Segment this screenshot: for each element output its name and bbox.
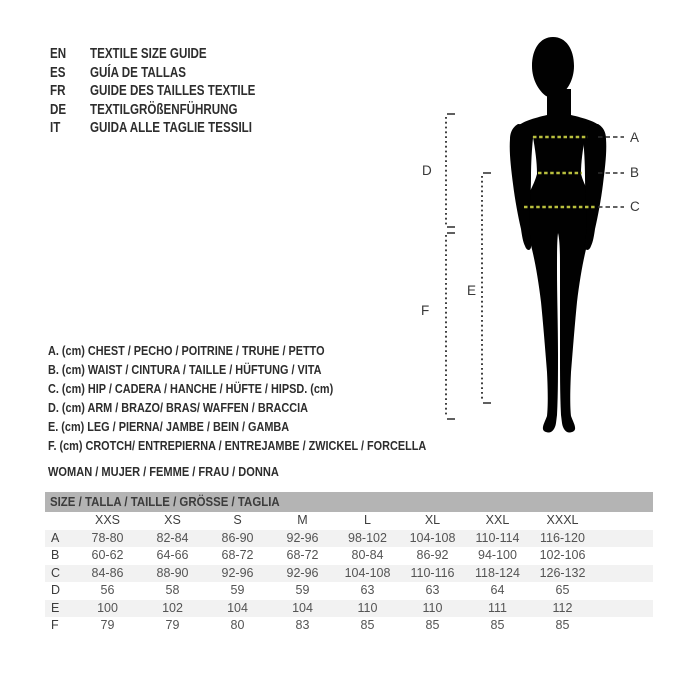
filler-cell xyxy=(595,600,653,618)
filler-cell xyxy=(595,582,653,600)
row-label: B xyxy=(51,548,60,562)
woman-silhouette xyxy=(510,37,607,433)
size-cell: 60-62 xyxy=(91,548,124,562)
row-label: C xyxy=(51,565,61,580)
filler-cell xyxy=(595,547,653,565)
silhouette-head xyxy=(532,37,574,98)
size-cell: 92-96 xyxy=(286,565,319,580)
table-row xyxy=(45,547,653,565)
size-cell: 94-100 xyxy=(478,548,517,562)
size-cell: 84-86 xyxy=(91,565,124,580)
gender-title: WOMAN / MUJER / FEMME / FRAU / DONNA xyxy=(48,464,279,479)
size-cell: 92-96 xyxy=(221,565,254,580)
size-cell: 86-92 xyxy=(416,548,449,562)
row-label: E xyxy=(51,600,60,615)
col-header: XXXL xyxy=(546,513,579,527)
size-cell: 68-72 xyxy=(286,548,319,562)
size-cell: 104 xyxy=(227,600,248,615)
guide-title: TEXTILGRÖßENFÜHRUNG xyxy=(90,101,238,118)
measure-label-B: B xyxy=(630,165,640,180)
guide-title: TEXTILE SIZE GUIDE xyxy=(90,46,207,62)
table-row xyxy=(45,565,653,583)
language-row xyxy=(50,82,255,101)
silhouette-left-arm xyxy=(510,124,533,250)
size-cell: 63 xyxy=(425,583,440,597)
language-code: FR xyxy=(50,83,66,99)
size-cell: 110-116 xyxy=(410,565,455,580)
row-label: F xyxy=(51,618,59,632)
size-cell: 68-72 xyxy=(221,548,254,562)
size-cell: 100 xyxy=(97,600,118,615)
size-cell: 83 xyxy=(295,618,310,632)
col-header: L xyxy=(364,513,371,527)
size-cell: 79 xyxy=(165,618,180,632)
size-cell: 78-80 xyxy=(91,530,124,545)
table-row xyxy=(45,582,653,600)
filler-cell xyxy=(595,617,653,635)
size-header-label: SIZE / TALLA / TAILLE / GRÖSSE / TAGLIA xyxy=(50,494,280,509)
size-cell: 112 xyxy=(552,600,573,615)
filler-cell xyxy=(595,512,653,530)
size-cell: 86-90 xyxy=(221,530,254,545)
size-cell: 85 xyxy=(425,618,440,632)
size-cell: 85 xyxy=(490,618,505,632)
size-table xyxy=(45,492,653,635)
size-cell: 110 xyxy=(422,600,443,615)
measure-label-F: F xyxy=(421,303,430,318)
col-header: XXL xyxy=(485,513,510,527)
size-cell: 104-108 xyxy=(409,530,456,545)
language-code: DE xyxy=(50,101,67,118)
size-cell: 56 xyxy=(100,583,115,597)
size-cell: 110-114 xyxy=(475,530,520,545)
size-cell: 65 xyxy=(555,583,570,597)
measure-label-E: E xyxy=(467,283,477,298)
size-cell: 116-120 xyxy=(540,530,585,545)
size-cell: 82-84 xyxy=(156,530,189,545)
col-header: M xyxy=(297,513,308,527)
col-header: XL xyxy=(424,513,441,527)
size-cell: 58 xyxy=(165,583,180,597)
size-cell: 59 xyxy=(230,583,245,597)
guide-title: GUIDA ALLE TAGLIE TESSILI xyxy=(90,120,252,136)
guide-title: GUIDE DES TAILLES TEXTILE xyxy=(90,83,256,99)
legend-arm: D. (cm) ARM / BRAZO/ BRAS/ WAFFEN / BRACCIA xyxy=(48,401,308,415)
guide-title: GUÍA DE TALLAS xyxy=(90,64,187,81)
size-cell: 88-90 xyxy=(156,565,189,580)
table-row xyxy=(45,530,653,548)
size-cell: 102 xyxy=(162,600,183,615)
filler-cell xyxy=(595,530,653,548)
language-code: EN xyxy=(50,46,67,62)
size-cell: 80-84 xyxy=(351,548,384,562)
size-cell: 63 xyxy=(360,583,375,597)
language-row xyxy=(50,101,255,120)
language-row xyxy=(50,45,255,64)
language-row xyxy=(50,119,255,138)
size-cell: 79 xyxy=(100,618,115,632)
language-code: IT xyxy=(50,120,61,136)
size-cell: 80 xyxy=(230,618,245,632)
size-cell: 118-124 xyxy=(475,565,520,580)
filler-cell xyxy=(595,565,653,583)
col-header: XS xyxy=(164,513,181,527)
table-row xyxy=(45,617,653,635)
table-row xyxy=(45,600,653,618)
size-cell: 59 xyxy=(295,583,310,597)
legend-hip: C. (cm) HIP / CADERA / HANCHE / HÜFTE / HIPSD. (cm) xyxy=(48,382,334,396)
legend-chest: A. (cm) CHEST / PECHO / POITRINE / TRUHE / PETTO xyxy=(48,344,325,358)
size-values-table xyxy=(45,512,653,635)
col-header: XXS xyxy=(94,513,120,527)
empty-cell xyxy=(45,512,75,530)
language-code: ES xyxy=(50,64,66,81)
measure-label-A: A xyxy=(630,130,640,145)
size-cell: 92-96 xyxy=(286,530,319,545)
size-cell: 104 xyxy=(292,600,313,615)
size-columns-row xyxy=(45,512,653,530)
legend-crotch: F. (cm) CROTCH/ ENTREPIERNA / ENTREJAMBE / ZWICKEL / FORCELLA xyxy=(48,439,427,453)
row-label: D xyxy=(51,583,61,597)
measure-label-D: D xyxy=(422,163,432,178)
legend-waist: B. (cm) WAIST / CINTURA / TAILLE / HÜFTUNG / VITA xyxy=(48,363,322,377)
silhouette-right-arm xyxy=(583,124,606,250)
size-cell: 102-106 xyxy=(539,548,586,562)
language-title-list xyxy=(50,45,307,138)
measure-label-C: C xyxy=(630,199,640,214)
size-cell: 98-102 xyxy=(348,530,387,545)
measurement-legend xyxy=(48,342,483,456)
legend-leg: E. (cm) LEG / PIERNA/ JAMBE / BEIN / GAMBA xyxy=(48,420,290,434)
size-cell: 85 xyxy=(360,618,375,632)
language-row xyxy=(50,64,255,83)
size-cell: 126-132 xyxy=(539,565,586,580)
size-table-header-bar xyxy=(45,492,653,512)
size-cell: 111 xyxy=(487,600,507,615)
size-cell: 85 xyxy=(555,618,570,632)
row-label: A xyxy=(51,530,60,545)
size-cell: 64 xyxy=(490,583,505,597)
size-cell: 110 xyxy=(357,600,378,615)
col-header: S xyxy=(233,513,242,527)
size-cell: 64-66 xyxy=(156,548,189,562)
size-cell: 104-108 xyxy=(344,565,391,580)
